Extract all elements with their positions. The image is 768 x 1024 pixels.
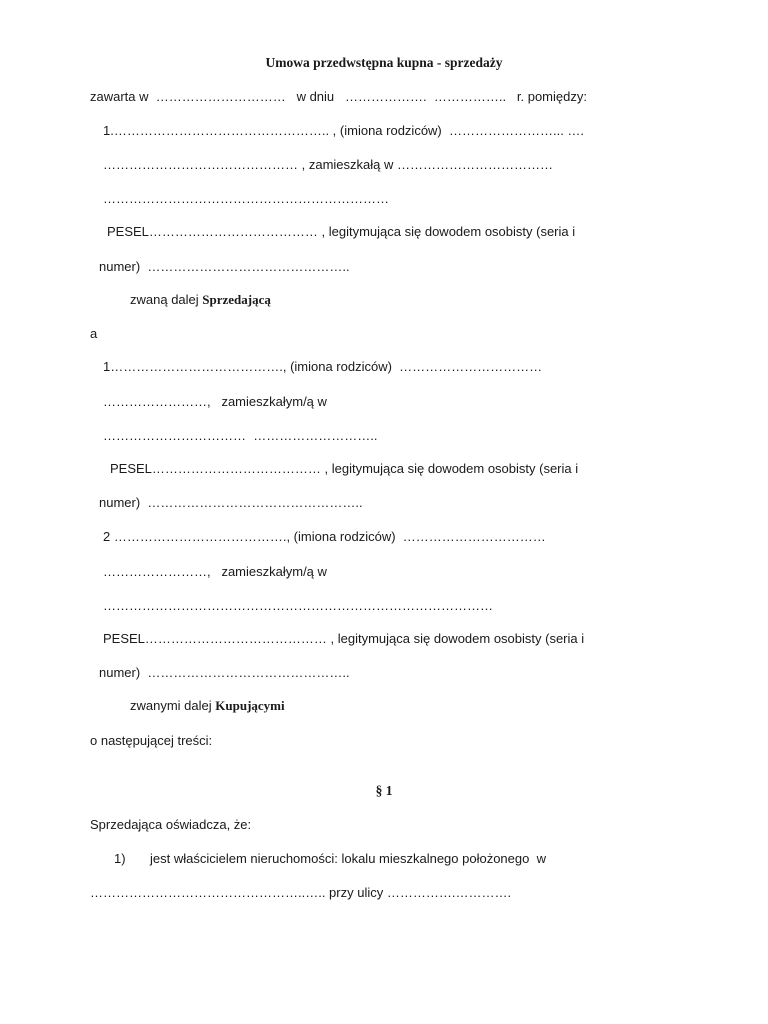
section-heading: § 1 (375, 783, 393, 798)
buyer-role-line (130, 697, 285, 715)
list-item-continuation: …………………………………………..….. przy ulicy …………….…………. (90, 885, 512, 900)
buyer1-id-number-line: numer) ………………………………………….. (99, 495, 363, 510)
seller-pesel-line: PESEL………………………………… , legitymująca się dowodem osobisty (seria i (107, 224, 576, 239)
seller-role-line (130, 291, 271, 309)
buyer2-address-line: ……………………, zamieszkałym/ą w (103, 564, 327, 579)
list-item-number: 1) (114, 851, 126, 866)
seller-address-cont-line: ………………………………………………………… (103, 191, 389, 206)
content-intro-text: o następującej treści: (90, 733, 213, 748)
section-lead-text: Sprzedająca oświadcza, że: (90, 817, 252, 832)
seller-role-name: Sprzedającą (202, 292, 271, 307)
buyer1-address-cont-line: …………………………… ……………………….. (103, 428, 378, 443)
seller-role-prefix: zwaną dalej (130, 292, 203, 307)
buyer1-address-line: ……………………, zamieszkałym/ą w (103, 394, 327, 409)
buyer2-id-number-line: numer) ……………………………………….. (99, 665, 350, 680)
buyer2-pesel-line: PESEL…………………………………… , legitymująca się dowodem osobisty (seria i (103, 631, 585, 646)
seller-address-line: ……………………………………… , zamieszkałą w ……………………………… (103, 157, 553, 172)
buyer-role-name: Kupującymi (215, 698, 285, 713)
buyer1-name-line: 1…………………………………., (imiona rodziców) …………………………… (103, 359, 543, 374)
conjunction-text: a (90, 326, 98, 341)
seller-id-number-line: numer) ……………………………………….. (99, 259, 350, 274)
contract-intro-line: zawarta w ………………………… w dniu ………………. …………….. r. pomiędzy: (90, 89, 587, 104)
buyer2-name-line: 2 …………………………………., (imiona rodziców) …………………………… (103, 529, 546, 544)
buyer2-address-cont-line: ……………………………………………………………………………… (103, 598, 493, 613)
seller-name-line: 1.………………………………………….. , (imiona rodziców) ……………………... …. (103, 123, 585, 138)
document-title: Umowa przedwstępna kupna - sprzedaży (265, 55, 503, 70)
list-item-text: jest właścicielem nieruchomości: lokalu mieszkalnego położonego w (150, 851, 546, 866)
buyer-role-prefix: zwanymi dalej (130, 698, 216, 713)
buyer1-pesel-line: PESEL………………………………… , legitymująca się dowodem osobisty (seria i (110, 461, 579, 476)
